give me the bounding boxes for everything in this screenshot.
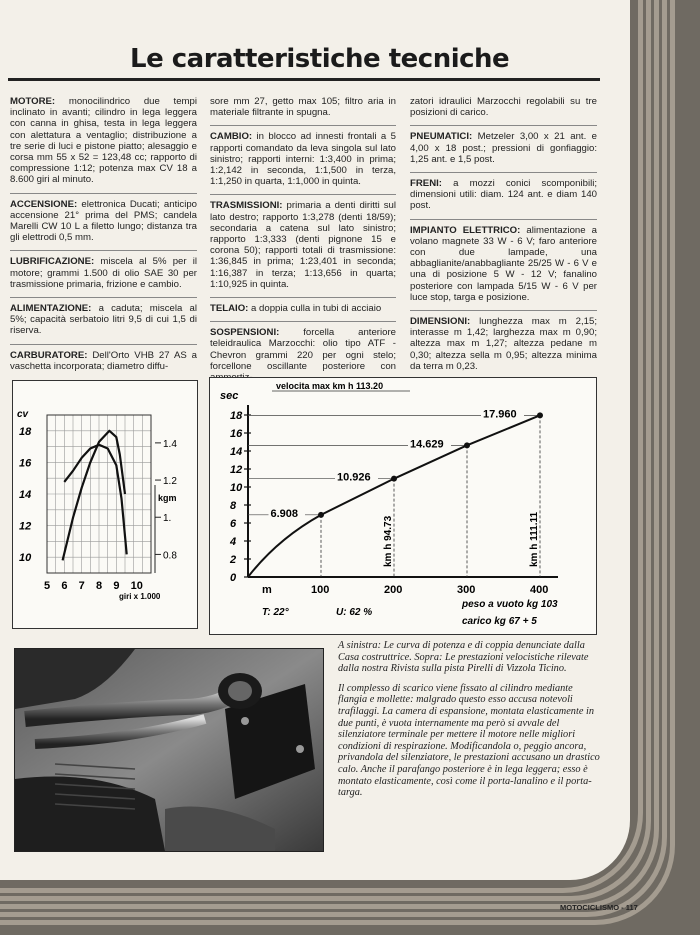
x-tick: 10 [130,580,143,592]
x-tick: 8 [96,580,103,592]
y-axis-label: sec [220,390,239,402]
y-tick: 14 [230,446,243,458]
spec-column-1 [10,96,197,379]
spec-alimentazione: ALIMENTAZIONE: a caduta; miscela al 5%; capacità serbatoio litri 9,5 di cui 1,5 di riserva. [10,303,197,337]
spec-telaio: TELAIO: a doppia culla in tubi di acciaio [210,303,382,315]
x-tick: 400 [530,584,549,596]
y-tick-right: 1. [163,513,172,525]
data-point [391,476,397,482]
chart-title: velocita max km h 113.20 [276,381,384,391]
load-note: carico kg 67 + 5 [462,616,537,627]
caption-exhaust: Il complesso di scarico viene fissato al cilindro mediante flangia e mollette: malgrado questo esso accusa notevoli trafilaggi. La camera di espansione, montata elasticamente in due punti, è vuota internamente ma però si avvale del silenziatore terminale per mettere il motore nelle migliori condizioni di respirazione. Modificandola o, peggio ancora, privandola del silenziatore, le prestazioni accusano un drastico calo. Anche il parafango posteriore è in lega leggera; esso è montato elasticamente, così come il porta-lanalino e il porta-targa. [338,682,600,799]
data-point [318,512,324,518]
y-tick: 10 [230,482,243,494]
exhaust-photo [14,648,324,852]
ylabel-left: cv [17,409,29,420]
x-tick: 6 [61,580,68,592]
y-tick: 16 [230,428,243,440]
spec-accensione: ACCENSIONE: elettronica Ducati; anticipo accensione 21° prima del PMS; candela Marelli CW 10 L a filetto lungo; distanza tra gli elettrodi 0,5 mm. [10,198,197,244]
spec-column-2 [210,96,396,390]
y-tick-right: 1.4 [163,438,177,450]
y-tick: 2 [230,554,237,566]
spec-dimensioni: DIMENSIONI: lunghezza max m 2,15; interasse m 1,42; larghezza max m 0,90; altezza max m 1,27; altezza pedane m 0,30; altezza sella m 0,95; altezza minima da terra m 0,23. [410,316,597,372]
point-label: 14.629 [410,438,444,451]
weight-note: peso a vuoto kg 103 [462,599,558,610]
ylabel-right: kgm [158,493,177,503]
spec-trasmissioni: TRASMISSIONI: primaria a denti diritti sul lato destro; rapporto 1:3,278 (denti 18/59); secondaria a catena sul lato sinistro; rapporto 1:3,333 (denti pignone 15 e corona 50); rapporti totali di trasmissione: 1:36,845 in prima; 1:23,401 in seconda; 1:16,387 in terza; 1:13,656 in quarta; 1:10,925 in quinta. [210,200,396,290]
power-torque-svg [13,381,197,628]
spec-carburatore-cont: sore mm 27, getto max 105; filtro aria in materiale filtrante in spugna. [210,96,396,119]
spec-sospensioni-cont: zatori idraulici Marzocchi regolabili su tre posizioni di carico. [410,96,597,119]
title-rule [8,78,600,81]
point-label: 10.926 [337,471,371,484]
power-curve [63,431,125,561]
y-tick-left: 12 [19,520,32,533]
data-point [537,412,543,418]
y-tick: 0 [230,572,237,584]
spec-cambio: CAMBIO: in blocco ad innesti frontali a 5 rapporti comandato da leva singola sul lato sinistro; rapporti interni: 1:3,400 in prima; 1:2,142 in seconda, 1:1,500 in terza, 1:1,250 in quarta, 1:1,000 in quinta. [210,131,396,188]
y-tick: 12 [230,464,243,476]
speed-label: km h 111.11 [529,511,540,567]
page-title: Le caratteristiche tecniche [130,44,510,74]
y-tick-left: 14 [19,489,32,501]
x-axis-label: giri x 1.000 [119,592,161,601]
y-tick-left: 18 [19,425,32,438]
spec-carburatore: CARBURATORE: Dell'Orto VHB 27 AS a vaschetta incorporata; diametro diffu- [10,349,197,372]
y-tick: 18 [230,410,243,422]
exhaust-photo-drawing [15,649,323,851]
spec-column-3 [410,96,597,414]
spec-sospensioni: SOSPENSIONI: forcella anteriore teleidraulica Marzocchi: olio tipo ATF - Chevron grammi 220 per ogni stelo; forcellone oscillante posteriore con [210,327,396,372]
speed-label: km h 94.73 [383,515,394,567]
y-tick: 6 [230,518,237,530]
y-tick-right: 1.2 [163,476,177,488]
spec-pneumatici: PNEUMATICI: Metzeler 3,00 x 21 ant. e 4,00 x 18 post.; pressioni di gonfiaggio: 1,25 ant. e 1,5 post. [410,131,598,165]
x-tick: 9 [113,580,120,592]
point-label: 17.960 [483,408,517,421]
x-tick: 200 [384,584,403,596]
y-tick-right: 0.8 [163,550,177,562]
acceleration-chart [209,377,597,635]
page-footer: MOTOCICLISMO - 117 [560,903,638,912]
temperature-note: T: 22° [262,607,289,618]
y-tick: 4 [230,536,237,548]
y-tick-left: 10 [19,552,32,565]
spec-lubrificazione: LUBRIFICAZIONE: miscela al 5% per il motore; grammi 1.500 di olio SAE 30 per trasmissione primaria, frizione e cambio. [10,256,197,290]
spec-freni: FRENI: a mozzi conici scomponibili; dimensioni utili: diam. 124 ant. e diam 140 post. [410,178,597,212]
point-label: 6.908 [270,507,299,520]
x-tick: 7 [78,580,85,592]
y-tick-left: 16 [19,457,32,470]
x-tick: 5 [44,580,51,592]
spec-impianto-elettrico: IMPIANTO ELETTRICO: alimentazione a volano magnete 33 W - 6 V; faro anteriore con due lampade, una abbaglianite/anabbagliante 25/25 W - 6 V e una di posizione 5 W - 12 V; fanalino posteriore con lampada 5/15 W - 6 V per luce stop, targa e posizione. [410,224,597,303]
caption-figures: A sinistra: Le curva di potenza e di coppia denunciate dalla Casa costruttrice. Sopra: Le prestazioni velocistiche rilevate dalla nostra Rivista sulla pista Pirelli di Vizzola Ticino. [338,640,589,675]
y-tick: 8 [230,500,237,512]
acceleration-svg [210,378,596,634]
data-point [464,442,470,448]
torque-curve [64,445,126,555]
power-torque-chart [12,380,198,629]
humidity-note: U: 62 % [336,607,373,618]
x-tick: 300 [457,584,476,596]
spec-motore: MOTORE: monocilindrico due tempi inclinato in avanti; cilindro in lega leggera con canna in ghisa, testa in lega leggera con alettatura a ventaglio; distribuzione a tre serie di luci e pistone piatto; alesaggio e corsa mm 55 x 52 = 123,48 cc; rapporto di compressione 1:12; potenza max CV 18 a 8.600 giri al minuto. [10,96,197,186]
x-tick: 100 [311,584,330,596]
x-axis-label: m [262,584,272,596]
caption [338,640,600,807]
